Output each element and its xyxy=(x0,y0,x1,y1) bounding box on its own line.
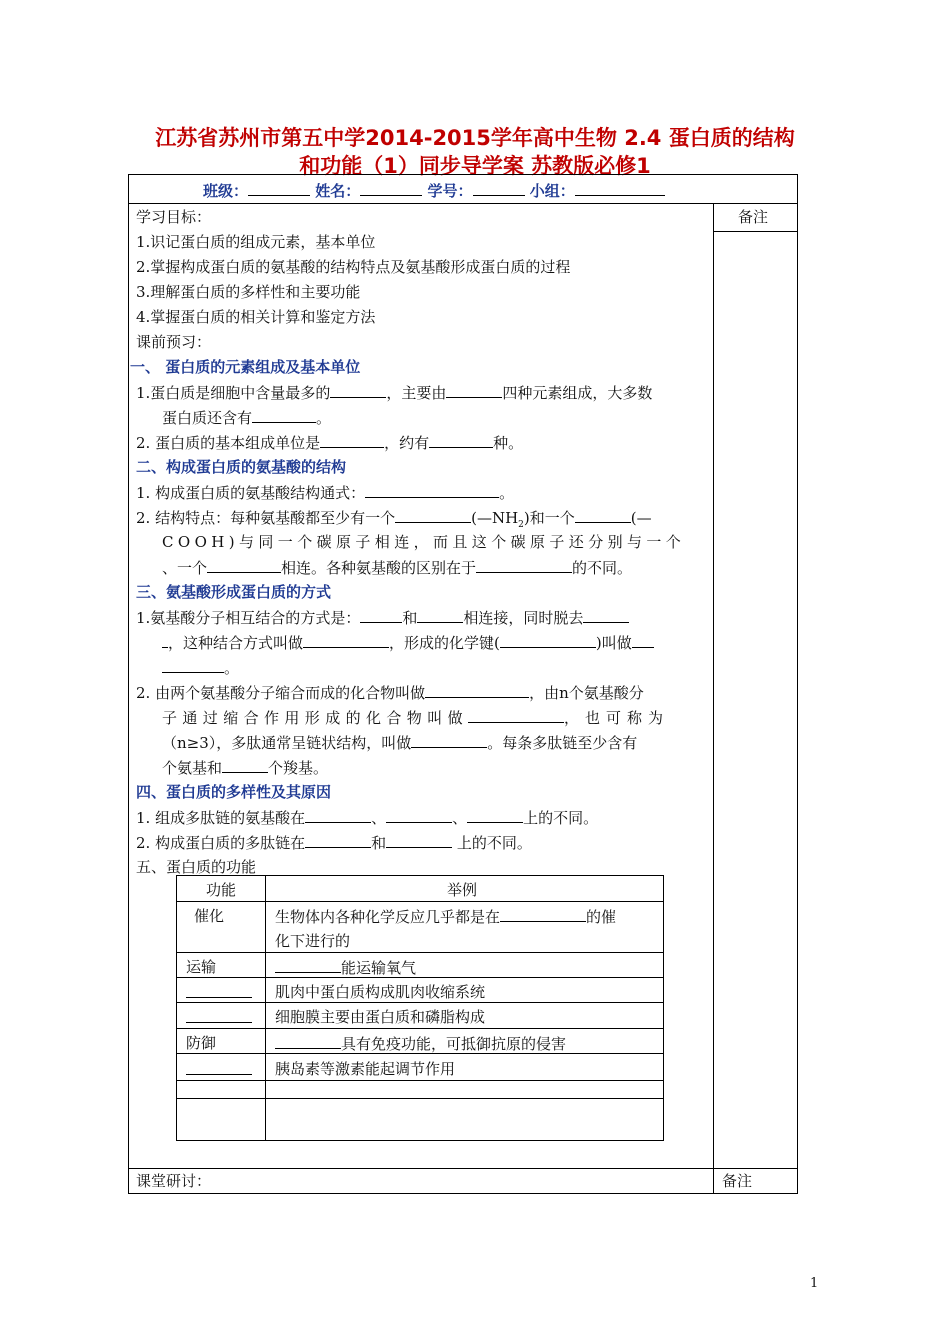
blank[interactable] xyxy=(395,507,471,523)
blank[interactable] xyxy=(476,557,572,573)
discussion-divider xyxy=(129,1168,797,1169)
class-blank[interactable] xyxy=(248,180,310,196)
example-cell: 胰岛素等激素能起调节作用 xyxy=(275,1060,456,1078)
discussion-heading: 课堂研讨： xyxy=(136,1172,212,1190)
blank[interactable] xyxy=(222,757,268,773)
remarks-divider xyxy=(713,231,797,232)
student-id-label: 学号： xyxy=(427,182,473,200)
blank[interactable] xyxy=(275,1033,341,1049)
section-1-heading: 一、 蛋白质的元素组成及基本单位 xyxy=(130,358,361,376)
blank[interactable] xyxy=(162,657,224,673)
function-table-col-divider xyxy=(265,876,266,1140)
sec3-question-2: 2. 由两个氨基酸分子缩合而成的化合物叫做 ，由n个氨基酸分 xyxy=(136,684,644,702)
sec3-question-2-cont: 子通过缩合作用形成的化合物叫做 ，也可称为 xyxy=(162,709,670,727)
sec3-question-2-cont3: 个氨基和 个羧基。 xyxy=(162,759,329,777)
sec1-question-1: 1.蛋白质是细胞中含量最多的 ，主要由 四种元素组成，大多数 xyxy=(136,384,653,402)
blank[interactable] xyxy=(411,732,487,748)
blank[interactable] xyxy=(500,906,586,922)
blank[interactable] xyxy=(186,1059,252,1075)
column-header-example: 举例 xyxy=(447,881,478,899)
function-cell xyxy=(186,1059,252,1080)
blank[interactable] xyxy=(632,632,654,648)
blank[interactable] xyxy=(305,807,371,823)
blank[interactable] xyxy=(583,607,629,623)
blank[interactable] xyxy=(386,832,452,848)
remarks-column-border xyxy=(713,203,714,1193)
function-cell xyxy=(186,1007,252,1028)
function-cell: 运输 xyxy=(186,958,217,976)
blank[interactable] xyxy=(330,382,386,398)
sec4-question-1: 1. 组成多肽链的氨基酸在 、 、 上的不同。 xyxy=(136,809,599,827)
title-line-2: 和功能（1）同步导学案 苏教版必修1 xyxy=(299,154,651,178)
sec2-question-2-cont: COOH)与同一个碳原子相连，而且这个碳原子还分别与一个 xyxy=(162,533,686,551)
objective-item: 3.理解蛋白质的多样性和主要功能 xyxy=(136,283,361,301)
blank[interactable] xyxy=(467,807,523,823)
page-number: 1 xyxy=(810,1276,819,1291)
header-divider xyxy=(129,203,797,204)
section-2-heading: 二、构成蛋白质的氨基酸的结构 xyxy=(136,458,347,476)
blank[interactable] xyxy=(275,957,341,973)
group-label: 小组： xyxy=(529,182,575,200)
example-cell-cont: 化下进行的 xyxy=(275,932,351,950)
blank[interactable] xyxy=(303,632,389,648)
example-cell: 细胞膜主要由蛋白质和磷脂构成 xyxy=(275,1008,486,1026)
objective-item: 1.识记蛋白质的组成元素，基本单位 xyxy=(136,233,376,251)
blank[interactable] xyxy=(429,432,493,448)
sec4-question-2: 2. 构成蛋白质的多肽链在 和 上的不同。 xyxy=(136,834,532,852)
sec1-question-2: 2. 蛋白质的基本组成单位是 ，约有 种。 xyxy=(136,434,524,452)
blank[interactable] xyxy=(186,1007,252,1023)
blank[interactable] xyxy=(305,832,371,848)
blank[interactable] xyxy=(575,507,631,523)
section-3-heading: 三、氨基酸形成蛋白质的方式 xyxy=(136,583,332,601)
blank[interactable] xyxy=(252,407,316,423)
function-cell: 防御 xyxy=(186,1034,217,1052)
objectives-heading: 学习目标： xyxy=(136,208,212,226)
example-cell: 具有免疫功能，可抵御抗原的侵害 xyxy=(275,1033,566,1054)
blank[interactable] xyxy=(468,707,564,723)
sec2-question-1: 1. 构成蛋白质的氨基酸结构通式： 。 xyxy=(136,484,515,502)
sec3-question-1-cont: ，这种结合方式叫做 ，形成的化学键( )叫做 xyxy=(162,632,654,653)
name-blank[interactable] xyxy=(360,180,422,196)
blank[interactable] xyxy=(425,682,529,698)
sec3-question-2-cont2: （n≥3），多肽通常呈链状结构，叫做 。每条多肽链至少含有 xyxy=(162,734,638,752)
section-5-heading: 五、蛋白质的功能 xyxy=(136,858,257,876)
class-label: 班级： xyxy=(203,182,249,200)
objective-item: 2.掌握构成蛋白质的氨基酸的结构特点及氨基酸形成蛋白质的过程 xyxy=(136,258,571,276)
blank[interactable] xyxy=(417,607,463,623)
objective-item: 4.掌握蛋白质的相关计算和鉴定方法 xyxy=(136,308,376,326)
blank[interactable] xyxy=(500,632,596,648)
title-line-1: 江苏省苏州市第五中学2014-2015学年高中生物 2.4 蛋白质的结构 xyxy=(155,126,795,150)
document-title xyxy=(0,124,950,180)
blank[interactable] xyxy=(207,557,281,573)
student-id-blank[interactable] xyxy=(473,180,525,196)
preview-heading: 课前预习： xyxy=(136,333,212,351)
blank[interactable] xyxy=(186,982,252,998)
student-info-row xyxy=(203,180,665,201)
sec2-question-2-cont2: 、一个 相连。各种氨基酸的区别在于 的不同。 xyxy=(162,559,633,577)
example-cell: 生物体内各种化学反应几乎都是在 的催 xyxy=(275,908,617,926)
sec3-question-1: 1.氨基酸分子相互结合的方式是： 和 相连接，同时脱去 xyxy=(136,607,629,628)
section-4-heading: 四、蛋白质的多样性及其原因 xyxy=(136,783,332,801)
blank[interactable] xyxy=(320,432,384,448)
example-cell: 能运输氧气 xyxy=(275,957,416,978)
sec1-question-1-cont: 蛋白质还含有 。 xyxy=(162,409,332,427)
blank[interactable] xyxy=(446,382,502,398)
name-label: 姓名： xyxy=(315,182,361,200)
column-header-function: 功能 xyxy=(206,881,237,899)
discussion-remarks-heading: 备注 xyxy=(722,1172,753,1190)
blank[interactable] xyxy=(365,482,499,498)
blank[interactable] xyxy=(360,607,402,623)
function-cell xyxy=(186,982,252,1003)
blank[interactable] xyxy=(386,807,452,823)
example-cell: 肌肉中蛋白质构成肌肉收缩系统 xyxy=(275,983,486,1001)
sec2-question-2: 2. 结构特点：每种氨基酸都至少有一个 $(—NH_2)$和一个 (— xyxy=(136,509,652,530)
group-blank[interactable] xyxy=(575,180,665,196)
sec3-question-1-cont2: 。 xyxy=(162,657,239,678)
function-cell: 催化 xyxy=(194,907,225,925)
remarks-heading: 备注 xyxy=(738,208,769,226)
